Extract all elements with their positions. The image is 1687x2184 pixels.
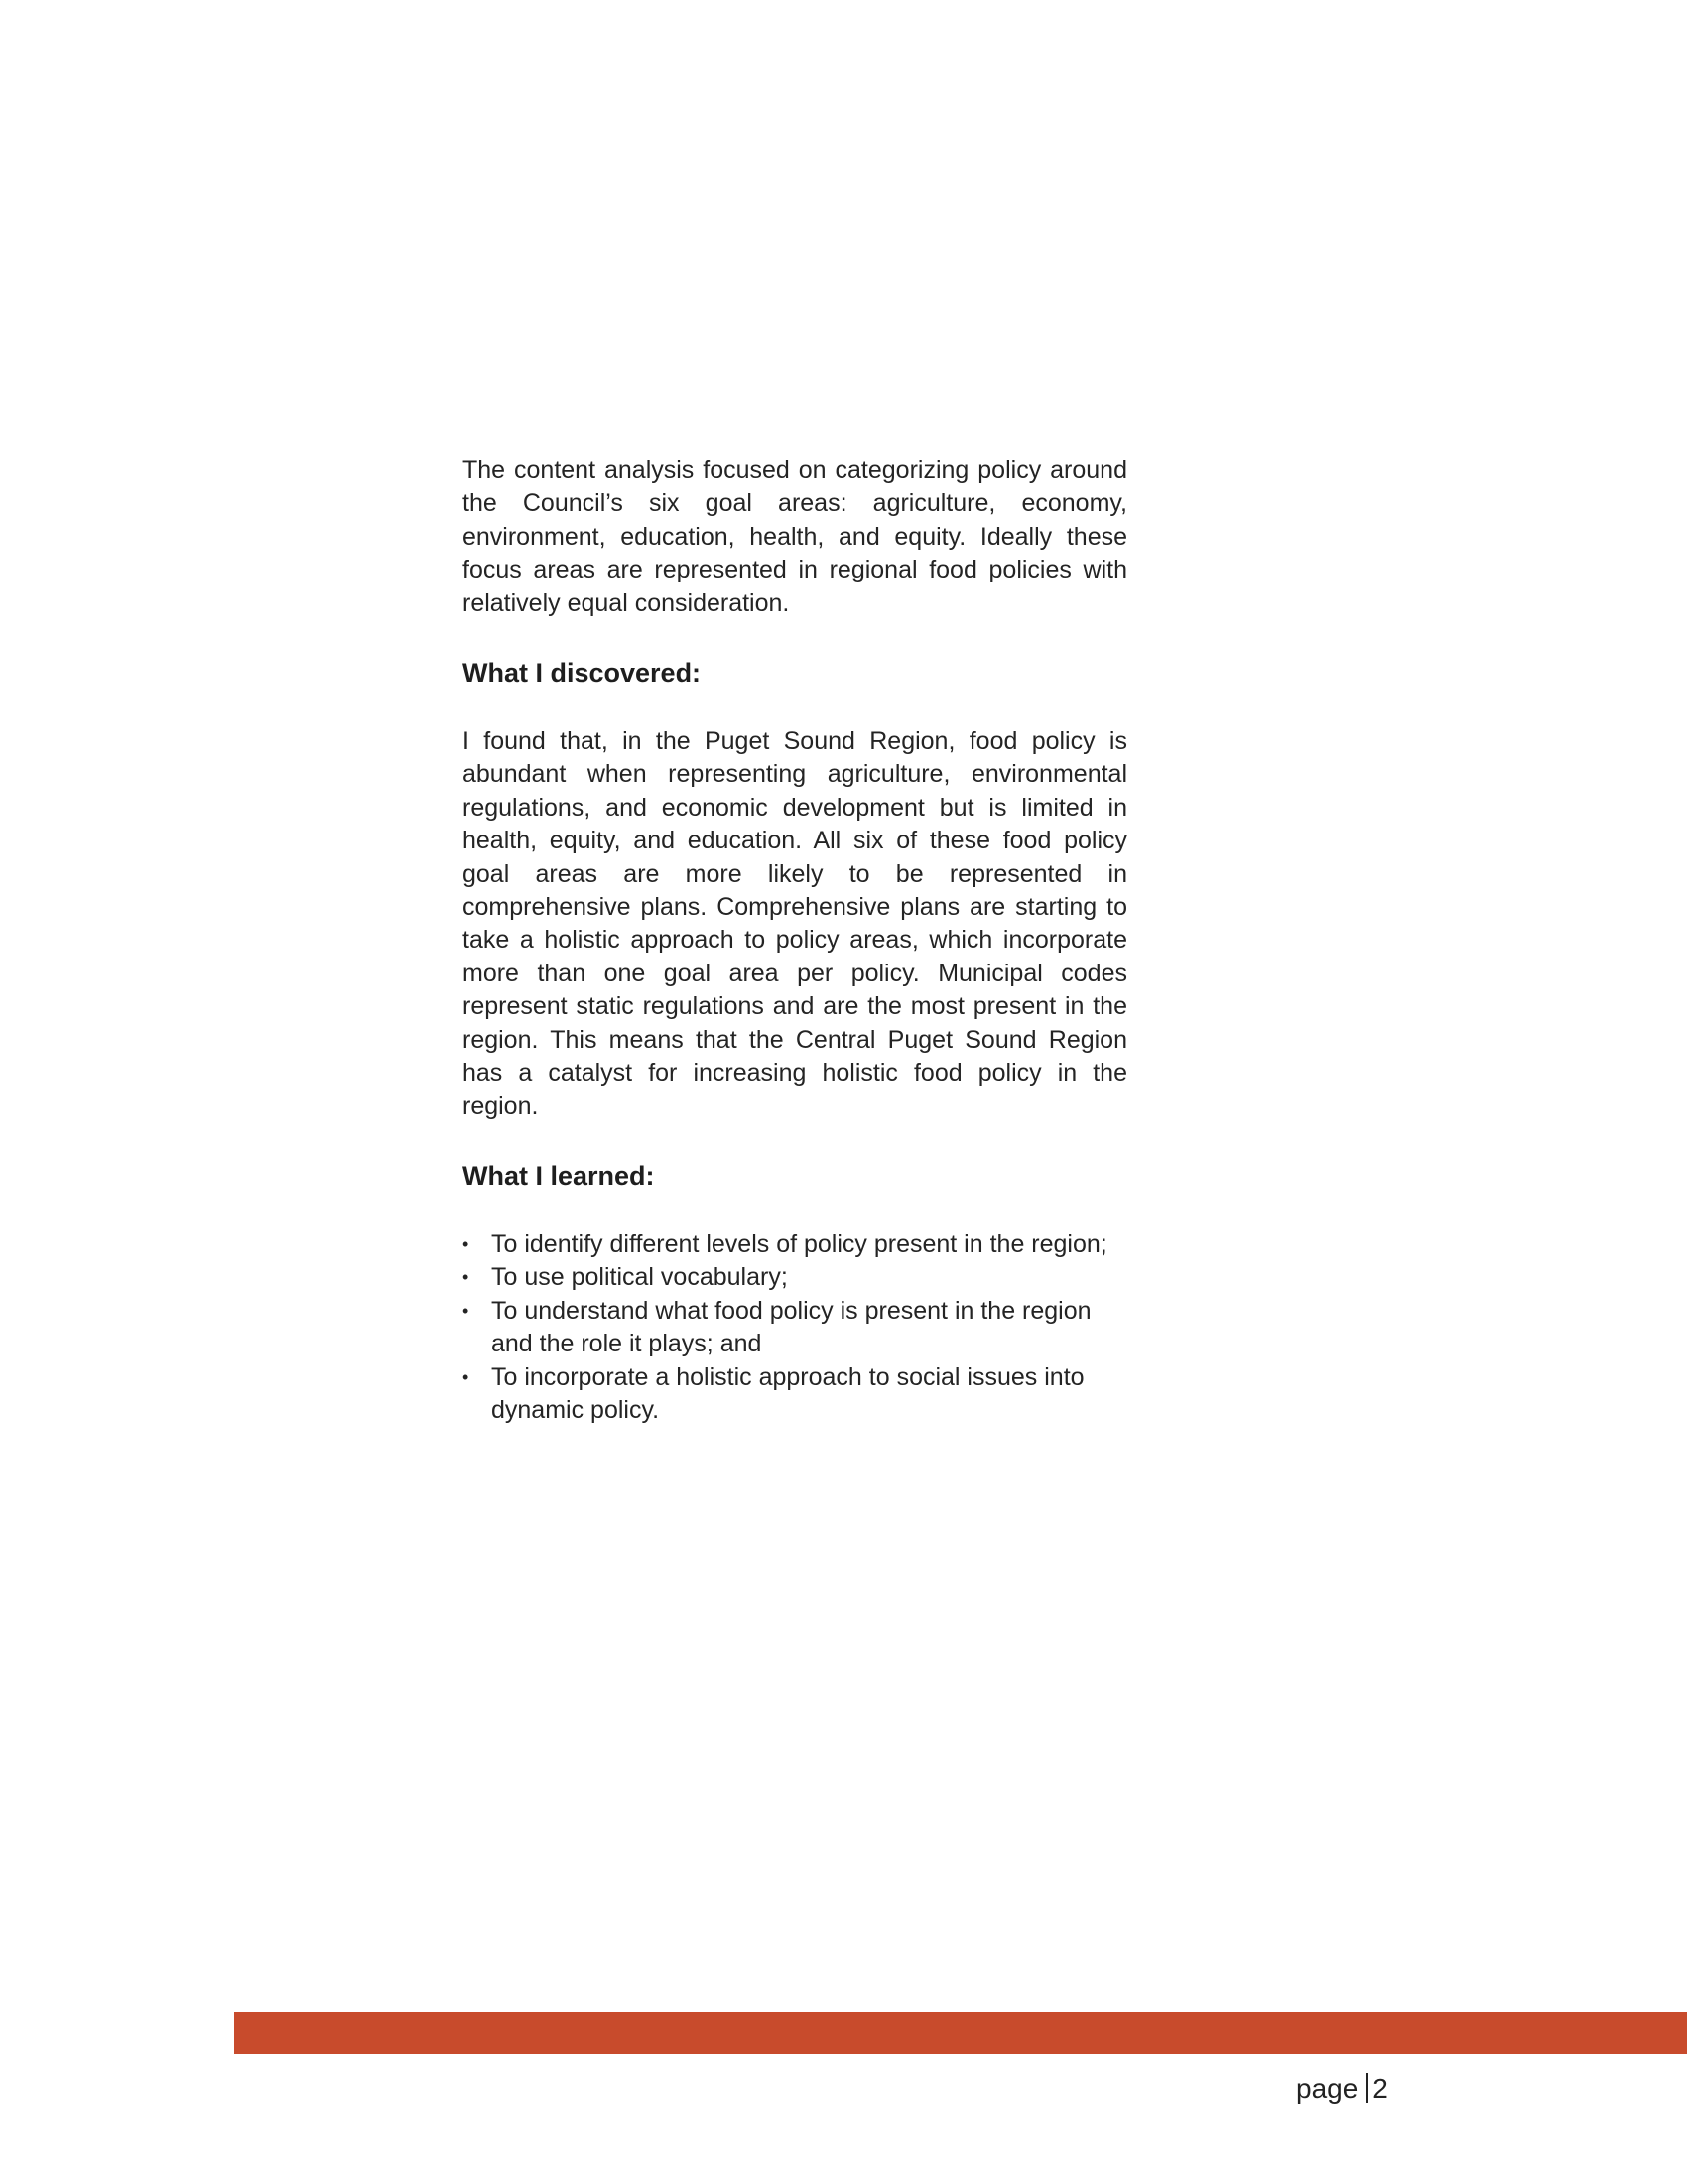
list-item-text: To understand what food policy is present in the region and the role it plays; and [491, 1296, 1092, 1358]
bullet-icon: • [462, 1300, 469, 1321]
learned-list [462, 1228, 1127, 1427]
bullet-icon: • [462, 1366, 469, 1387]
page-separator [1366, 2073, 1368, 2103]
list-item-text: To identify different levels of policy present in the region; [491, 1229, 1107, 1258]
learned-heading: What I learned: [462, 1160, 655, 1191]
list-item [462, 1295, 1127, 1361]
discovered-heading: What I discovered: [462, 658, 702, 689]
discovered-paragraph: I found that, in the Puget Sound Region, food policy is abundant when representing agriculture, environmental regulations, and economic development but is limited in health, equity, and education. All six of these food policy goal areas are more likely to be represented in comprehensive plans. Comprehensive plans are starting to take a holistic approach to policy areas, which incorporate more than one goal area per policy. Municipal codes represent static regulations and are the most present in the region. This means that the Central Puget Sound Region has a catalyst for increasing holistic food policy in the region. [462, 727, 1127, 1120]
bullet-icon: • [462, 1233, 469, 1254]
list-item [462, 1228, 1127, 1261]
list-item [462, 1261, 1127, 1294]
list-item [462, 1361, 1127, 1428]
page-label: page [1296, 2073, 1359, 2104]
page-number [1296, 2072, 1388, 2106]
intro-paragraph: The content analysis focused on categorizing policy around the Council’s six goal areas: agriculture, economy, environment, education, health, and equity. Ideally these focus areas are represented in regional food policies with relatively equal consideration. [462, 456, 1127, 617]
bullet-icon: • [462, 1267, 469, 1288]
list-item-text: To incorporate a holistic approach to social issues into dynamic policy. [491, 1362, 1085, 1424]
page-number-value: 2 [1372, 2073, 1388, 2104]
main-content [462, 454, 1127, 1427]
list-item-text: To use political vocabulary; [491, 1263, 788, 1292]
footer-accent-bar [234, 2012, 1687, 2054]
